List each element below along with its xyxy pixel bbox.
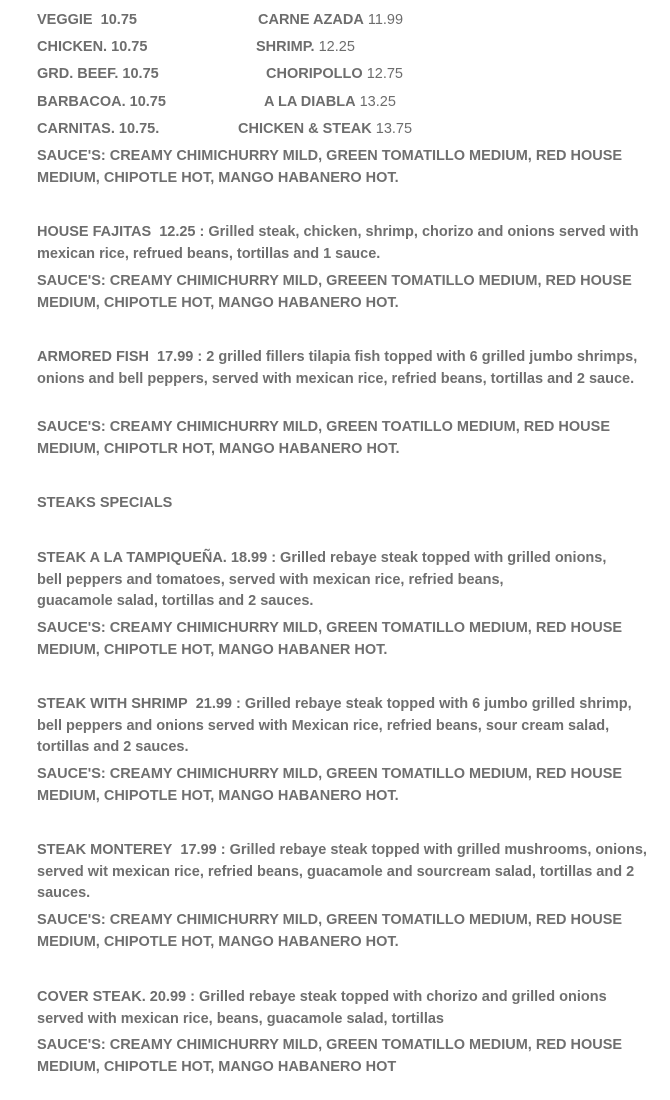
dish-price: 17.99 <box>180 842 217 858</box>
dish-price: 21.99 <box>195 696 232 712</box>
item-name: CARNE AZADA <box>258 12 364 28</box>
item-price: 10.75 <box>122 66 159 82</box>
item-price: 12.25 <box>318 39 355 55</box>
item-price: 12.75 <box>366 66 403 82</box>
cover-steak <box>37 987 651 1030</box>
item-price: 13.25 <box>359 94 396 110</box>
sauces-list: SAUCE'S: CREAMY CHIMICHURRY MILD, GREEN TOMATILLO MEDIUM, RED HOUSE MEDIUM, CHIPOTLE HOT, MANGO HABANERO HOT <box>37 1037 623 1075</box>
item-price: 11.99 <box>367 12 404 28</box>
steak-with-shrimp <box>37 694 651 759</box>
item-name: SHRIMP. <box>256 39 315 55</box>
item-price: 13.75 <box>375 121 413 137</box>
item-price: 10.75. <box>118 121 160 137</box>
item-name: CARNITAS. <box>37 121 115 137</box>
dish-title: STEAK MONTEREY <box>37 842 173 858</box>
sauces-list: SAUCE'S: CREAMY CHIMICHURRY MILD, GREEN TOMATILLO MEDIUM, RED HOUSE MEDIUM, CHIPOTLE HOT, MANGO HABANERO HOT. <box>37 148 623 186</box>
protein-row-3 <box>37 64 637 84</box>
dish-title: ARMORED FISH <box>37 349 149 365</box>
dish-description: : Grilled rebaye steak topped with chorizo and grilled onions served with mexican rice, beans, guacamole salad, tortillas <box>37 989 607 1027</box>
sauces-list: SAUCE'S: CREAMY CHIMICHURRY MILD, GREEN TOMATILLO MEDIUM, RED HOUSE MEDIUM, CHIPOTLE HOT, MANGO HABANERO HOT. <box>37 766 623 804</box>
steak-tampiquena <box>37 548 651 613</box>
item-price: 10.75 <box>129 94 166 110</box>
dish-price: 18.99 <box>230 550 268 566</box>
item-name: BARBACOA. <box>37 94 126 110</box>
protein-row-1 <box>37 10 637 30</box>
sauces-list: SAUCE'S: CREAMY CHIMICHURRY MILD, GREEN TOATILLO MEDIUM, RED HOUSE MEDIUM, CHIPOTLR HOT, MANGO HABANERO HOT. <box>37 419 610 457</box>
dish-title: HOUSE FAJITAS <box>37 224 152 240</box>
item-name: A LA DIABLA <box>264 94 356 110</box>
house-fajitas <box>37 222 651 265</box>
sauces-list: SAUCE'S: CREAMY CHIMICHURRY MILD, GREEN TOMATILLO MEDIUM, RED HOUSE MEDIUM, CHIPOTLE HOT, MANGO HABANERO HOT. <box>37 912 623 950</box>
protein-row-5 <box>37 119 637 139</box>
dish-description: bell peppers and tomatoes, served with mexican rice, refried beans, <box>37 571 504 588</box>
item-price: 10.75 <box>100 12 137 28</box>
dish-description: : Grilled rebaye steak topped with 6 jumbo grilled shrimp, bell peppers and onions served with Mexican rice, refried beans, sour cream salad, tortillas and 2 sauces. <box>37 696 632 755</box>
item-name: GRD. BEEF. <box>37 66 119 82</box>
protein-row-4 <box>37 92 637 112</box>
dish-price: 17.99 <box>157 349 194 365</box>
item-name: CHICKEN & STEAK <box>238 121 372 137</box>
dish-price: 12.25 <box>159 224 196 240</box>
dish-title: COVER STEAK. <box>37 989 146 1005</box>
sauces-list: SAUCE'S: CREAMY CHIMICHURRY MILD, GREEN TOMATILLO MEDIUM, RED HOUSE MEDIUM, CHIPOTLE HOT, MANGO HABANER HOT. <box>37 620 623 658</box>
sauces-list: SAUCE'S: CREAMY CHIMICHURRY MILD, GREEEN TOMATILLO MEDIUM, RED HOUSE MEDIUM, CHIPOTLE HOT, MANGO HABANERO HOT. <box>37 273 632 311</box>
dish-price: 20.99 <box>149 989 187 1005</box>
dish-title: STEAK A LA TAMPIQUEÑA. <box>37 550 227 566</box>
dish-title: STEAK WITH SHRIMP <box>37 696 188 712</box>
item-price: 10.75 <box>111 39 148 55</box>
steak-monterey <box>37 840 651 905</box>
dish-description: : Grilled rebaye steak topped with grilled mushrooms, onions, served wit mexican rice, refried beans, guacamole and sourcream salad, tortillas and 2 sauces. <box>37 842 647 901</box>
section-heading: STEAKS SPECIALS <box>37 495 173 511</box>
item-name: CHORIPOLLO <box>266 66 363 82</box>
dish-description: : Grilled steak, chicken, shrimp, chorizo and onions served with mexican rice, refrued beans, tortillas and 1 sauce. <box>37 224 639 262</box>
dish-description: : 2 grilled fillers tilapia fish topped with 6 grilled jumbo shrimps, onions and bell peppers, served with mexican rice, refried beans, tortillas and 2 sauce. <box>37 349 638 387</box>
dish-description: : Grilled rebaye steak topped with grilled onions, <box>267 550 607 566</box>
item-name: VEGGIE <box>37 12 93 28</box>
protein-row-2 <box>37 37 637 57</box>
item-name: CHICKEN. <box>37 39 108 55</box>
armored-fish <box>37 347 651 390</box>
dish-description: guacamole salad, tortillas and 2 sauces. <box>37 593 314 609</box>
